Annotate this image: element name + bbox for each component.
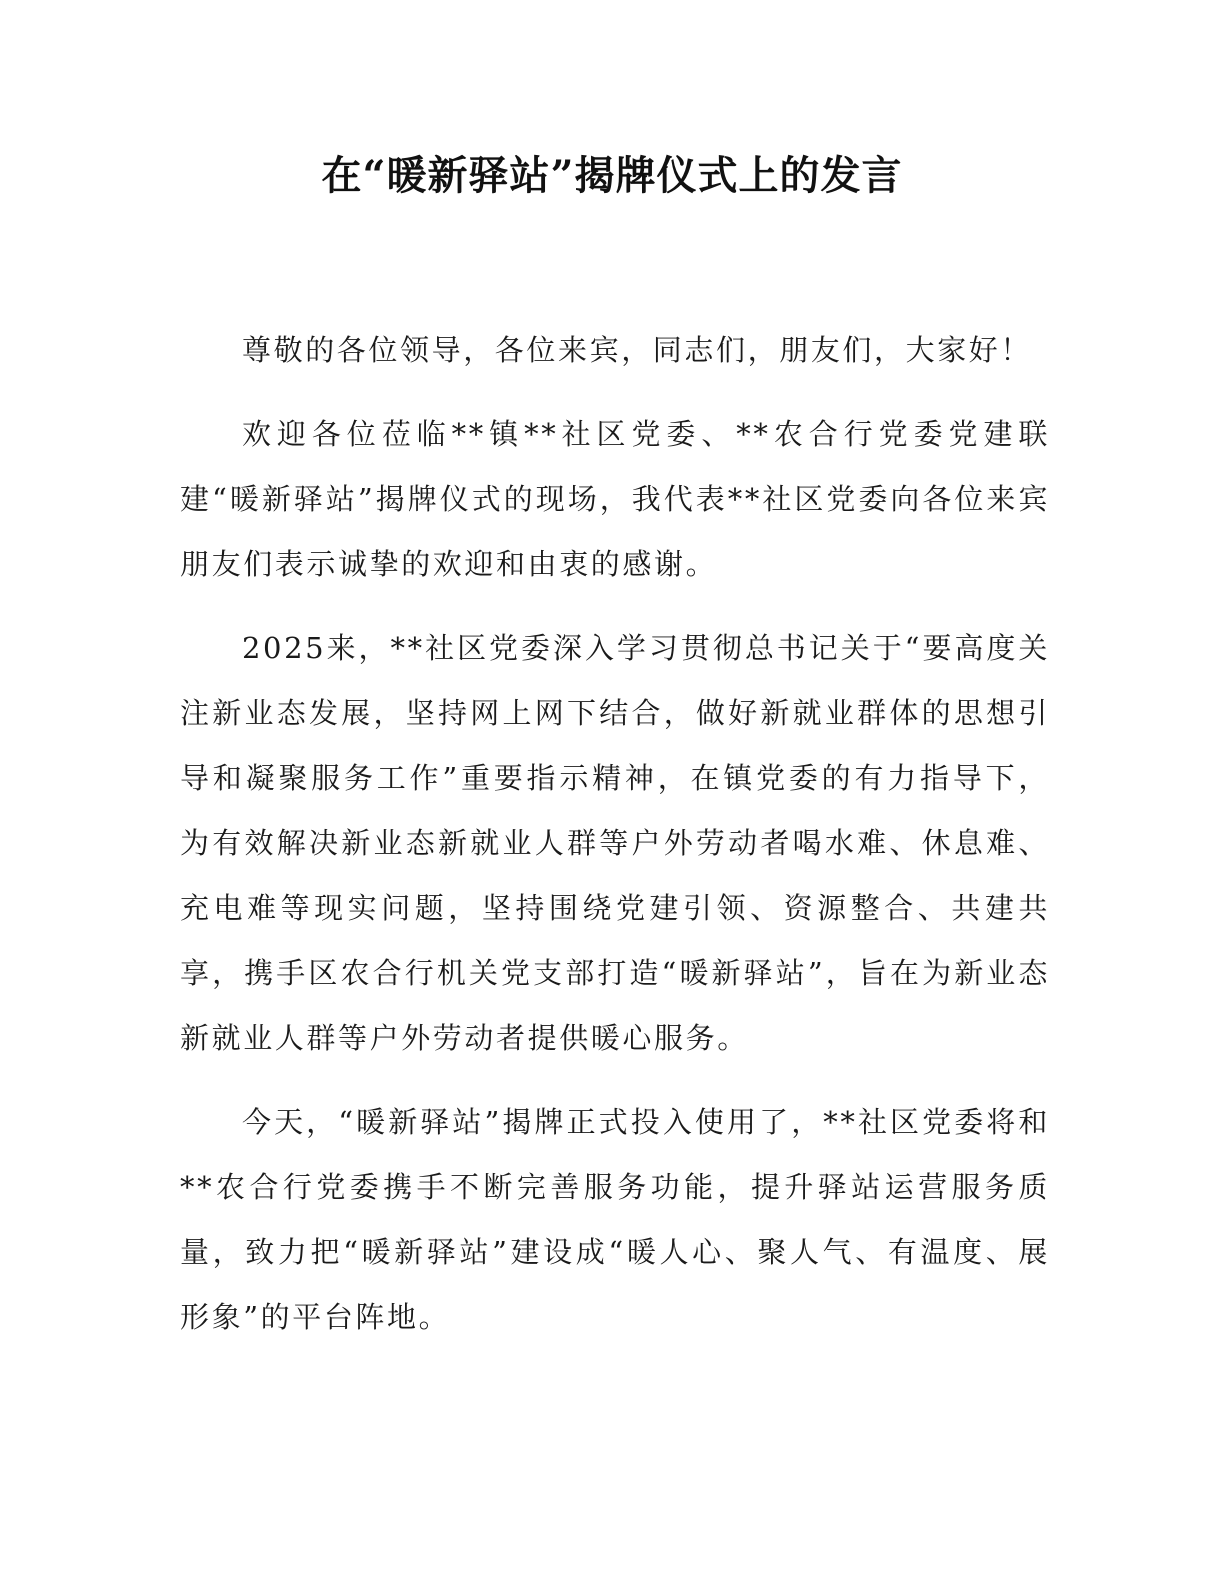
greeting-paragraph: 尊敬的各位领导，各位来宾，同志们，朋友们，大家好！ xyxy=(242,333,1033,367)
document-body xyxy=(180,318,1050,1369)
welcome-paragraph: 欢迎各位莅临**镇**社区党委、**农合行党委党建联建“暖新驿站”揭牌仪式的现场，我代表**社区党委向各位来宾朋友们表示诚挚的欢迎和由衷的感谢。 xyxy=(180,417,1050,581)
background-paragraph: 2025来，**社区党委深入学习贯彻总书记关于“要高度关注新业态发展，坚持网上网下结合，做好新就业群体的思想引导和凝聚服务工作”重要指示精神，在镇党委的有力指导下，为有效解决新业态新就业人群等户外劳动者喝水难、休息难、充电难等现实问题，坚持围绕党建引领、资源整合、共建共享，携手区农合行机关党支部打造“暖新驿站”，旨在为新业态新就业人群等户外劳动者提供暖心服务。 xyxy=(180,631,1050,1055)
document-title: 在“暖新驿站”揭牌仪式上的发言 xyxy=(321,152,903,199)
closing-paragraph: 今天，“暖新驿站”揭牌正式投入使用了，**社区党委将和**农合行党委携手不断完善服务功能，提升驿站运营服务质量，致力把“暖新驿站”建设成“暖人心、聚人气、有温度、展形象”的平台阵地。 xyxy=(180,1105,1050,1334)
